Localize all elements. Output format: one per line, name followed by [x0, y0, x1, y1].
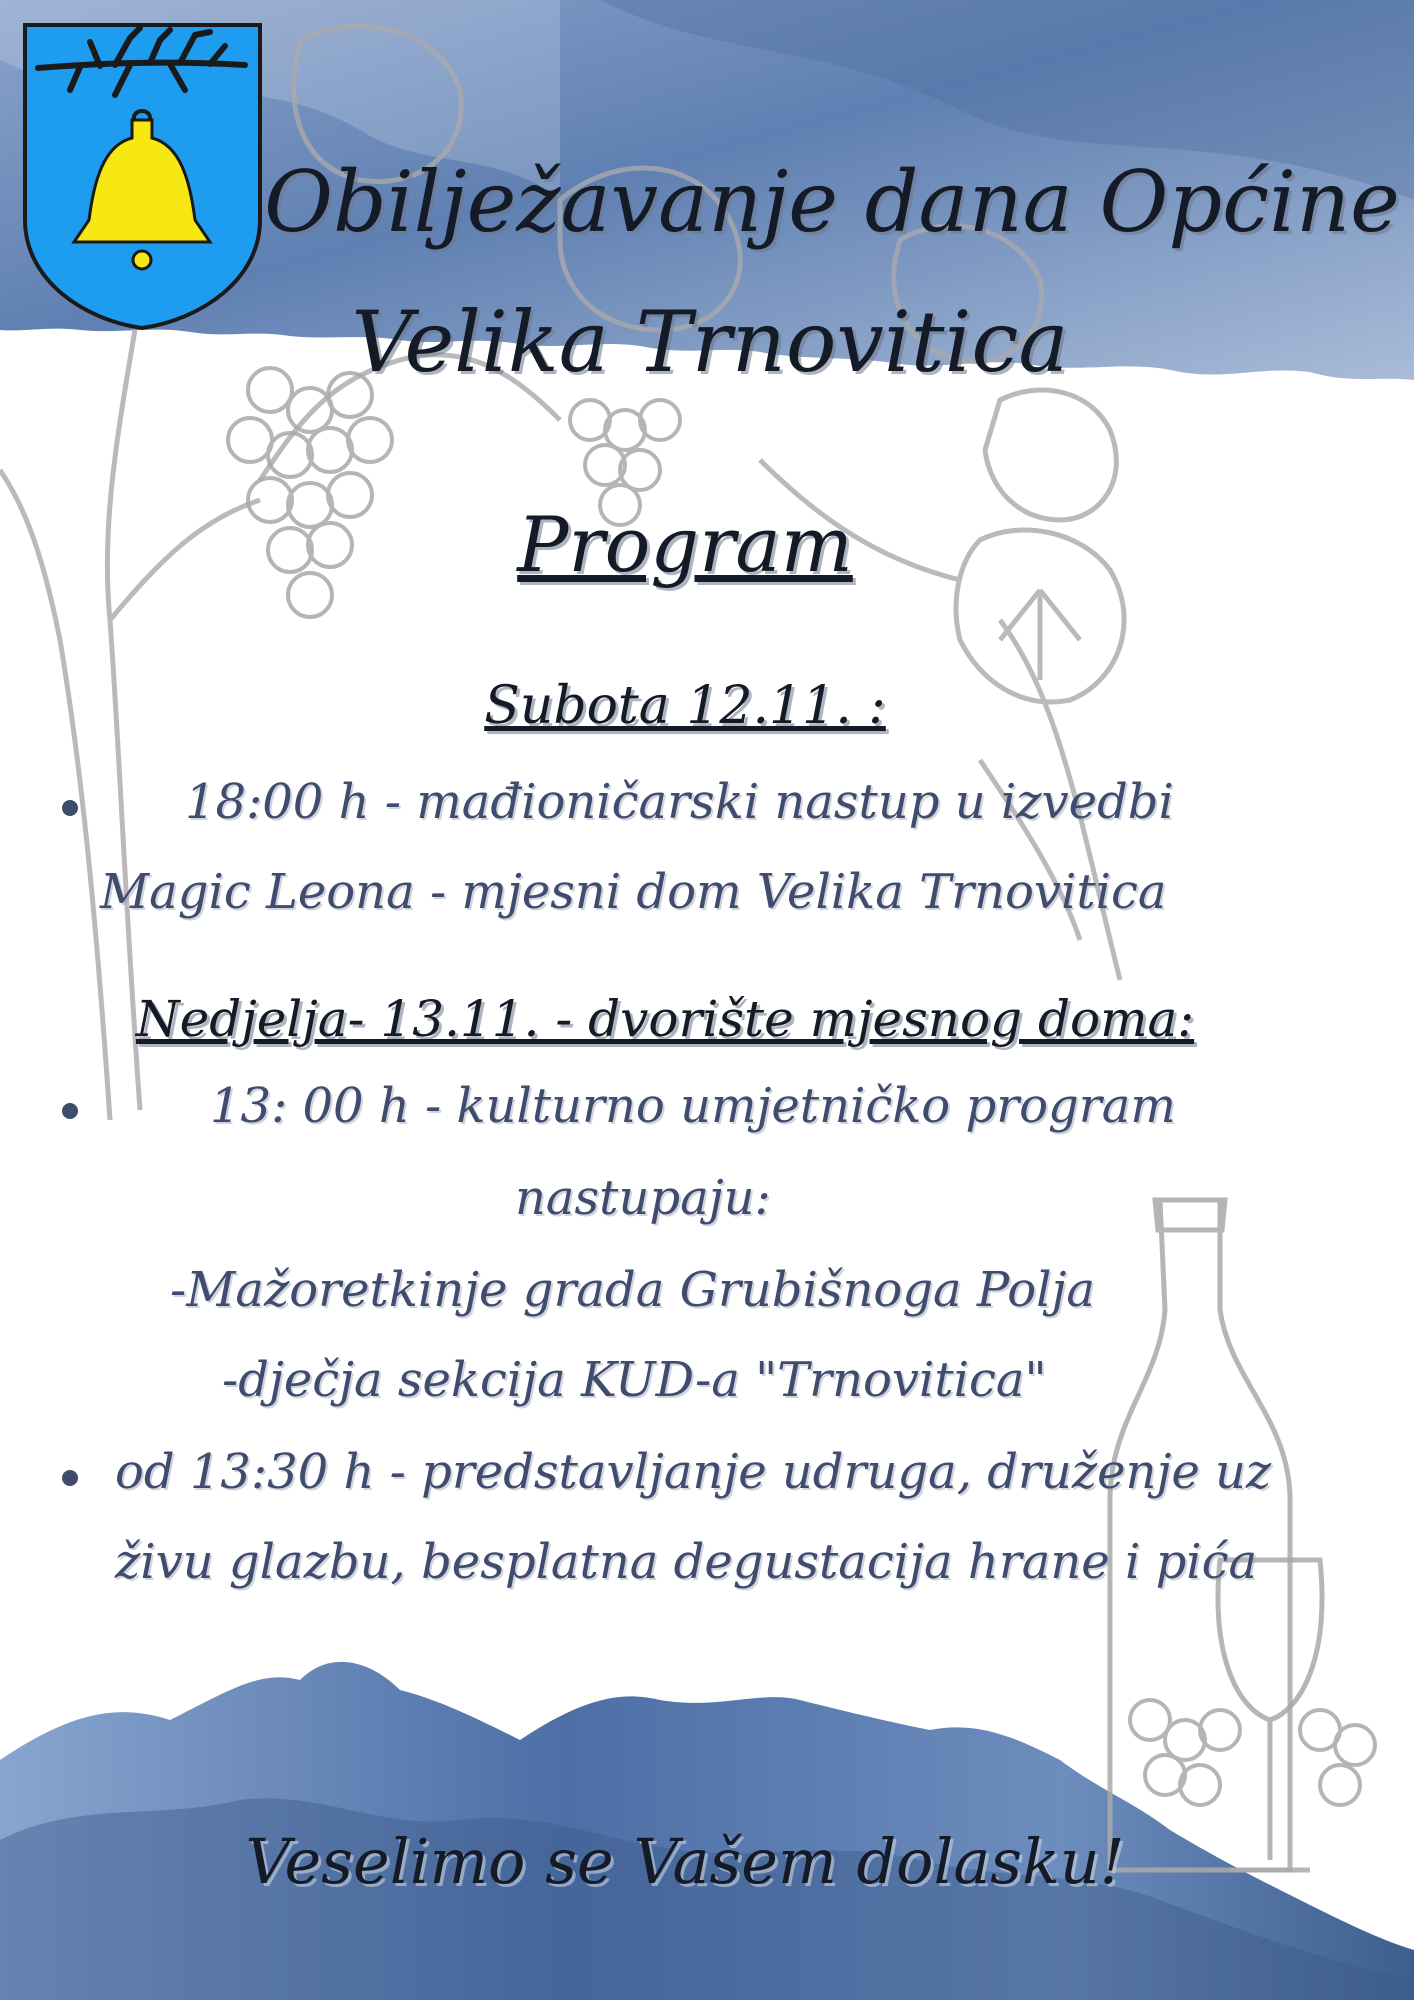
saturday-item-line-2: Magic Leona - mjesni dom Velika Trnovitica — [100, 864, 1167, 920]
sunday-item-1-line-2: nastupaju: — [515, 1170, 771, 1226]
bullet-icon — [62, 800, 78, 816]
sunday-item-2-line-2: živu glazbu, besplatna degustacija hrane i pića — [115, 1534, 1258, 1590]
bullet-icon — [62, 1103, 78, 1119]
sunday-item-1-line-3: -Mažoretkinje grada Grubišnoga Polja — [170, 1262, 1096, 1318]
title-line-1: Obilježavanje dana Općine — [264, 153, 1400, 251]
sunday-heading: Nedjelja- 13.11. - dvorište mjesnog doma: — [135, 990, 1195, 1048]
sunday-item-1-line-4: -dječja sekcija KUD-a "Trnovitica" — [222, 1352, 1047, 1408]
bullet-icon — [62, 1470, 78, 1486]
program-heading: Program — [517, 500, 853, 589]
saturday-heading: Subota 12.11. : — [484, 676, 886, 736]
saturday-item-line-1: 18:00 h - mađioničarski nastup u izvedbi — [185, 774, 1174, 830]
sunday-item-1-line-1: 13: 00 h - kulturno umjetničko program — [210, 1078, 1176, 1134]
footer-message: Veselimo se Vašem dolasku! — [245, 1825, 1125, 1898]
title-line-2: Velika Trnovitica — [351, 293, 1069, 391]
sunday-item-2-line-1: od 13:30 h - predstavljanje udruga, druženje uz — [115, 1444, 1272, 1500]
municipality-coat-of-arms-bell-icon — [20, 20, 265, 330]
